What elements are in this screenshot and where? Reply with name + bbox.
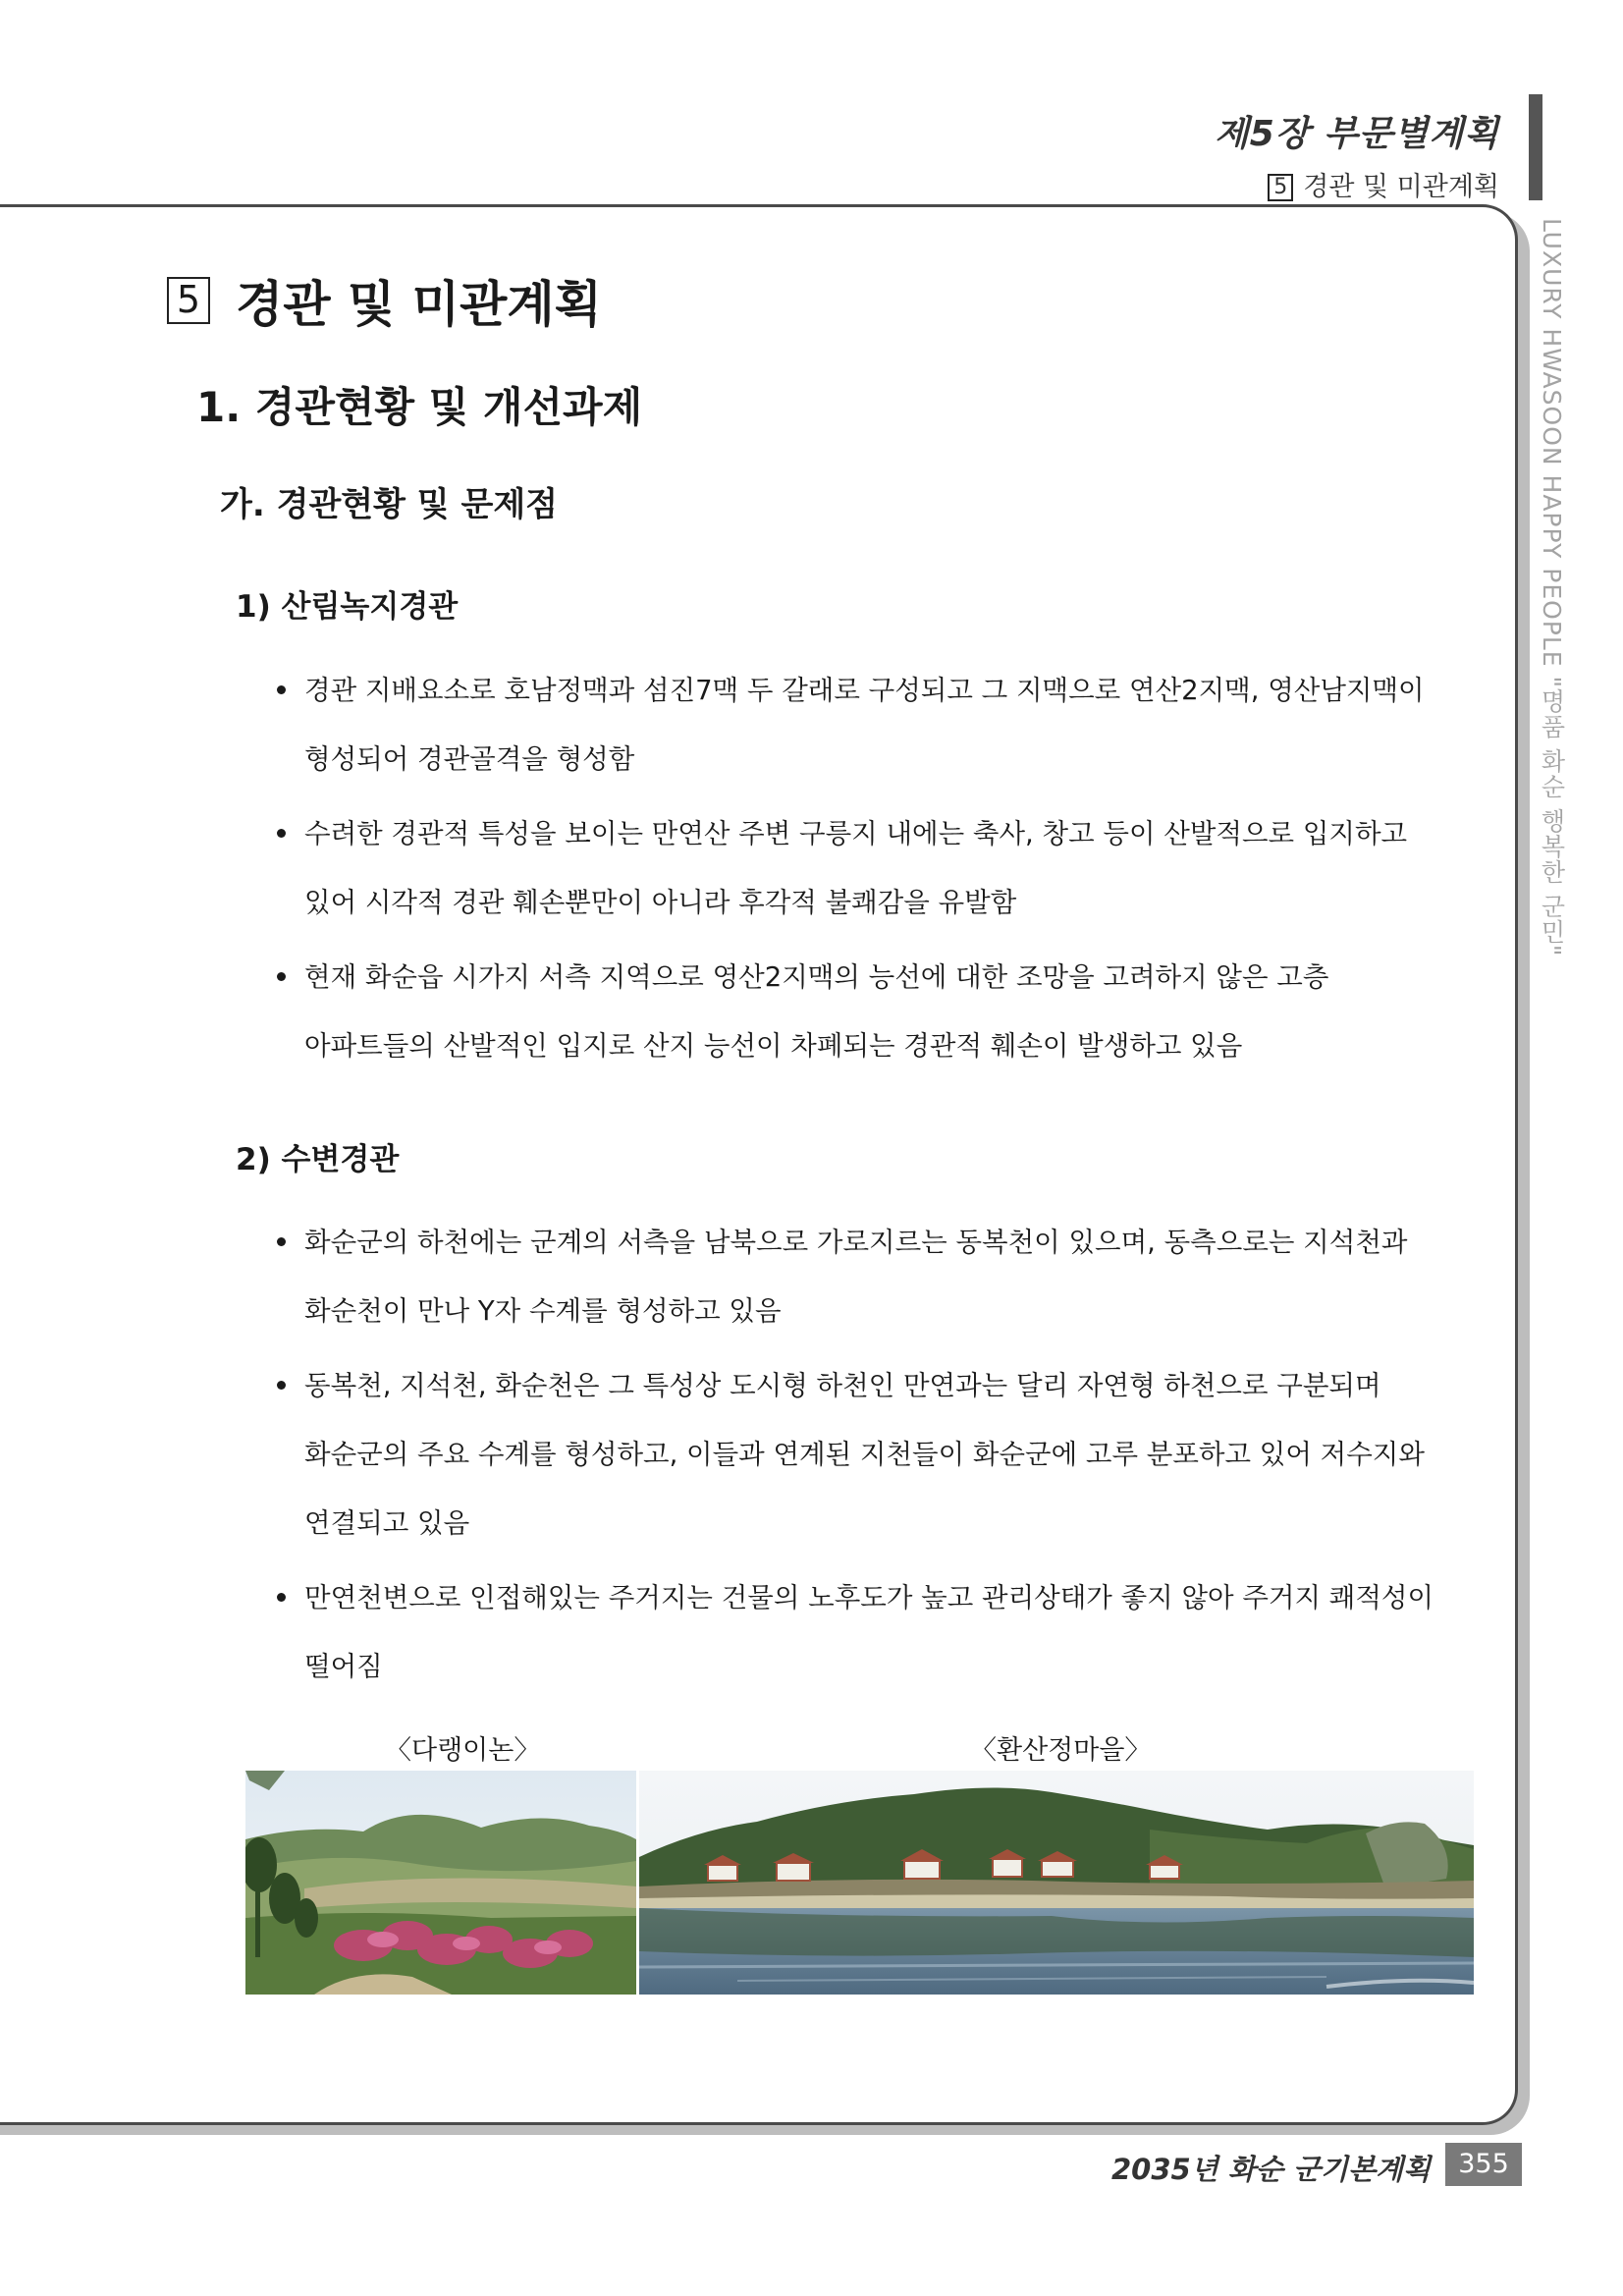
list-item: 만연천변으로 인접해있는 주거지는 건물의 노후도가 높고 관리상태가 좋지 않아 주거지 쾌적성이 떨어짐: [275, 1563, 1449, 1701]
section-number-box: 5: [1268, 174, 1293, 201]
list-item: 수려한 경관적 특성을 보이는 만연산 주변 구릉지 내에는 축사, 창고 등이 산발적으로 입지하고 있어 시각적 경관 훼손뿐만이 아니라 후각적 불쾌감을 유발함: [275, 799, 1449, 937]
heading-level2: 1. 경관현황 및 개선과제: [196, 383, 643, 431]
page-number: 355: [1445, 2143, 1522, 2186]
footer-document-title: 2035년 화순 군기본계획: [1110, 2153, 1431, 2186]
bullet-list-forest: [275, 656, 1449, 1086]
bullet-list-waterfront: [275, 1208, 1449, 1707]
photo-caption-terraced-field: 〈다랭이논〉: [385, 1735, 541, 1766]
side-slogan: LUXURY HWASOON HAPPY PEOPLE "명품 화순 행복한 군민": [1538, 218, 1566, 957]
bullet-dot: [277, 829, 286, 838]
lakeside-village-photo: [639, 1771, 1474, 1995]
heading-level3: 가. 경관현황 및 문제점: [220, 485, 559, 524]
photo-caption-lakeside-village: 〈환산정마을〉: [970, 1735, 1152, 1766]
list-item: 경관 지배요소로 호남정맥과 섬진7맥 두 갈래로 구성되고 그 지맥으로 연산2지맥, 영산남지맥이 형성되어 경관골격을 형성함: [275, 656, 1449, 793]
heading-level1: [167, 265, 602, 336]
terraced-field-photo: [245, 1771, 636, 1995]
list-item: 동복천, 지석천, 화순천은 그 특성상 도시형 하천인 만연과는 달리 자연형 하천으로 구분되며 화순군의 주요 수계를 형성하고, 이들과 연계된 지천들이 화순군에 고루 분포하고 있어 저수지와 연결되고 있음: [275, 1351, 1449, 1558]
list-item: 현재 화순읍 시가지 서측 지역으로 영산2지맥의 능선에 대한 조망을 고려하지 않은 고층 아파트들의 산발적인 입지로 산지 능선이 차폐되는 경관적 훼손이 발생하고 있음: [275, 943, 1449, 1080]
subsection-title-waterfront: 2) 수변경관: [236, 1142, 400, 1177]
bullet-dot: [277, 972, 286, 981]
chapter-title: 제5장 부문별계획: [1214, 114, 1499, 154]
bullet-dot: [277, 685, 286, 694]
heading-level1-title: 경관 및 미관계획: [236, 276, 602, 333]
running-section-title: [1268, 165, 1499, 203]
heading-number-box: 5: [167, 277, 210, 324]
bullet-dot: [277, 1593, 286, 1602]
bullet-dot: [277, 1237, 286, 1246]
subsection-title-forest: 1) 산림녹지경관: [236, 589, 459, 625]
header-accent-bar: [1529, 94, 1542, 200]
section-title: 경관 및 미관계획: [1303, 172, 1499, 202]
list-item: 화순군의 하천에는 군계의 서측을 남북으로 가로지르는 동복천이 있으며, 동측으로는 지석천과 화순천이 만나 Y자 수계를 형성하고 있음: [275, 1208, 1449, 1345]
bullet-dot: [277, 1381, 286, 1390]
